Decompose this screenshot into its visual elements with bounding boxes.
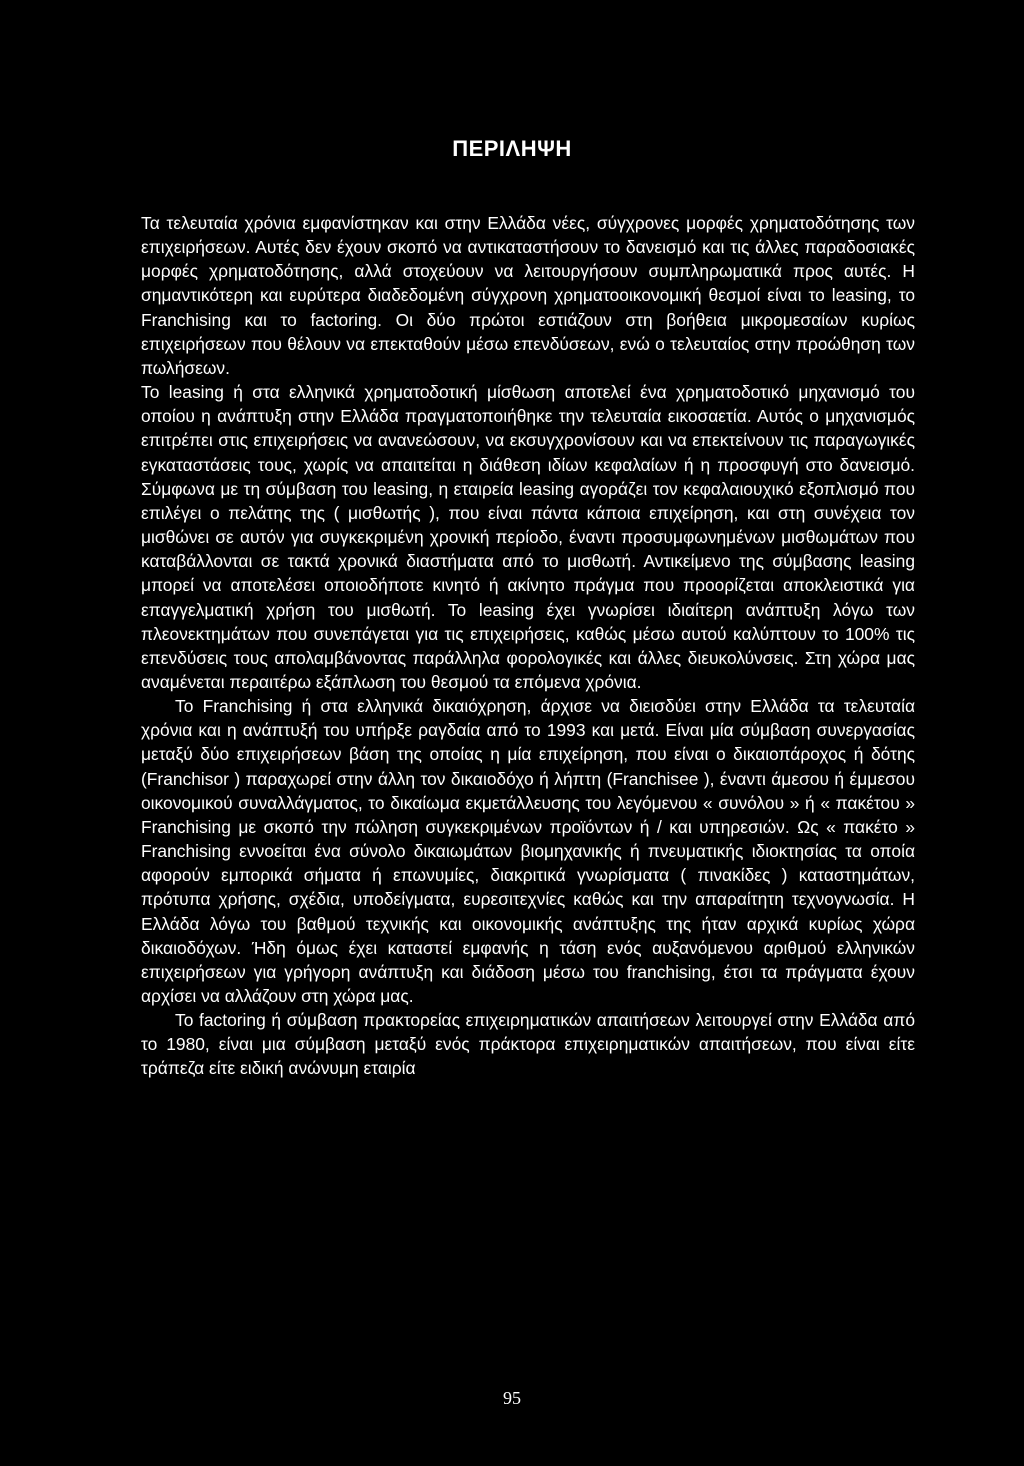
paragraph-factoring: Το factoring ή σύμβαση πρακτορείας επιχειρηματικών απαιτήσεων λειτουργεί στην Ελλάδα από το 1980, είναι μια σύμβαση μεταξύ ενός πράκτορα επιχειρηματικών απαιτήσεων, που είναι είτε τράπεζα είτε ειδική ανώνυμη εταιρία	[141, 1010, 915, 1079]
page-number: 95	[503, 1388, 521, 1408]
summary-body	[141, 211, 915, 1081]
page-title: ΠΕΡΙΛΗΨΗ	[452, 136, 572, 161]
paragraph-franchising: Το Franchising ή στα ελληνικά δικαιόχρηση, άρχισε να διεισδύει στην Ελλάδα τα τελευταία χρόνια και η ανάπτυξή του υπήρξε ραγδαία από το 1993 και μετά. Είναι μία σύμβαση συνεργασίας μεταξύ δύο επιχειρήσεων βάση της οποίας η μία επιχείρηση, που είναι ο δικαιοπάροχος ή δότης (Franchisor ) παραχωρεί στην άλλη τον δικαιοδόχο ή λήπτη (Franchisee ), έναντι άμεσου ή έμμεσου οικονομικού συναλλάγματος, το δικαίωμα εκμετάλλευσης του λεγόμενου « συνόλου » ή « πακέτου » Franchising με σκοπό την πώληση συγκεκριμένων προϊόντων ή / και υπηρεσιών. Ως « πακέτο » Franchising εννοείται ένα σύνολο δικαιωμάτων βιομηχανικής ή πνευματικής ιδιοκτησίας τα οποία αφορούν εμπορικά σήματα ή επωνυμίες, διακριτικά γνωρίσματα ( πινακίδες ) καταστημάτων, πρότυπα χρήσης, σχέδια, υποδείγματα, ευρεσιτεχνίες καθώς και την απαραίτητη τεχνογνωσία. Η Ελλάδα λόγω του βαθμού τεχνικής και οικονομικής ανάπτυξης της ήταν αρχικά κυρίως χώρα δικαιοδόχων. Ήδη όμως έχει καταστεί εμφανής η τάση ενός αυξανόμενου αριθμού ελληνικών επιχειρήσεων για γρήγορη ανάπτυξη και διάδοση μέσω του franchising, έτσι τα πράγματα έχουν αρχίσει να αλλάζουν στη χώρα μας.	[141, 696, 915, 1006]
paragraph-intro: Τα τελευταία χρόνια εμφανίστηκαν και στην Ελλάδα νέες, σύγχρονες μορφές χρηματοδότησης των επιχειρήσεων. Αυτές δεν έχουν σκοπό να αντικαταστήσουν το δανεισμό και τις άλλες παραδοσιακές μορφές χρηματοδότησης, αλλά στοχεύουν να λειτουργήσουν συμπληρωματικά προς αυτές. Η σημαντικότερη και ευρύτερα διαδεδομένη σύγχρονη χρηματοοικονομική θεσμοί είναι το leasing, το Franchising και το factoring. Οι δύο πρώτοι εστιάζουν στη βοήθεια μικρομεσαίων κυρίως επιχειρήσεων που θέλουν να επεκταθούν μέσω επενδύσεων, ενώ ο τελευταίος στην προώθηση των πωλήσεων.	[141, 213, 915, 378]
paragraph-leasing: Το leasing ή στα ελληνικά χρηματοδοτική μίσθωση αποτελεί ένα χρηματοδοτικό μηχανισμό του οποίου η ανάπτυξη στην Ελλάδα πραγματοποιήθηκε την τελευταία εικοσαετία. Αυτός ο μηχανισμός επιτρέπει στις επιχειρήσεις να ανανεώσουν, να εκσυγχρονίσουν και να επεκτείνουν τις παραγωγικές εγκαταστάσεις τους, χωρίς να απαιτείται η διάθεση ιδίων κεφαλαίων ή η προσφυγή στο δανεισμό. Σύμφωνα με τη σύμβαση του leasing, η εταιρεία leasing αγοράζει τον κεφαλαιουχικό εξοπλισμό που επιλέγει ο πελάτης της ( μισθωτής ), που είναι πάντα κάποια επιχείρηση, και στη συνέχεια τον μισθώνει σε αυτόν για συγκεκριμένη χρονική περίοδο, έναντι προσυμφωνημένων μισθωμάτων που καταβάλλονται σε τακτά χρονικά διαστήματα από το μισθωτή. Αντικείμενο της σύμβασης leasing μπορεί να αποτελέσει οποιοδήποτε κινητό ή ακίνητο πράγμα που προορίζεται αποκλειστικά για επαγγελματική χρήση του μισθωτή. Το leasing έχει γνωρίσει ιδιαίτερη ανάπτυξη λόγω των πλεονεκτημάτων που συνεπάγεται για τις επιχειρήσεις, καθώς μέσω αυτού καλύπτουν το 100% τις επενδύσεις τους απολαμβάνοντας παράλληλα φορολογικές και άλλες διευκολύνσεις. Στη χώρα μας αναμένεται περαιτέρω εξάπλωση του θεσμού τα επόμενα χρόνια.	[141, 382, 915, 692]
